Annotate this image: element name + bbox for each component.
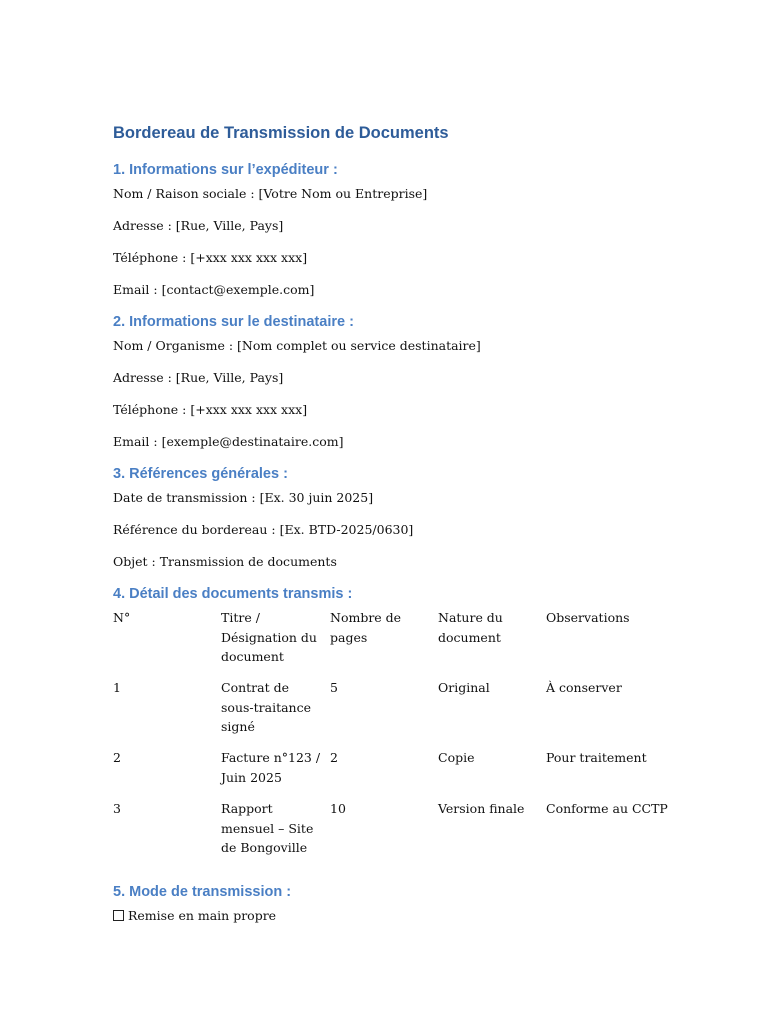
table-cell-pages: 2 xyxy=(330,750,338,765)
section-heading-documents: 4. Détail des documents transmis : xyxy=(113,586,353,602)
reference-objet-line: Objet : Transmission de documents xyxy=(113,554,337,569)
table-cell-observations: À conserver xyxy=(546,680,622,695)
table-cell-nature: Original xyxy=(438,680,490,695)
expediteur-address-line: Adresse : [Rue, Ville, Pays] xyxy=(113,218,284,233)
table-cell-number: 2 xyxy=(113,750,121,765)
table-cell-title: Facture n°123 / Juin 2025 xyxy=(221,750,321,785)
table-cell-nature: Copie xyxy=(438,750,475,765)
section-heading-destinataire: 2. Informations sur le destinataire : xyxy=(113,314,354,330)
destinataire-address-line: Adresse : [Rue, Ville, Pays] xyxy=(113,370,284,385)
table-cell-title: Contrat de sous-traitance signé xyxy=(221,680,312,734)
table-cell-nature: Version finale xyxy=(438,801,525,816)
document-title: Bordereau de Transmission de Documents xyxy=(113,124,449,142)
destinataire-phone-line: Téléphone : [+xxx xxx xxx xxx] xyxy=(113,402,308,417)
expediteur-email-line: Email : [contact@exemple.com] xyxy=(113,282,315,297)
table-cell-pages: 10 xyxy=(330,801,346,816)
reference-bordereau-line: Référence du bordereau : [Ex. BTD-2025/0630] xyxy=(113,522,414,537)
mode-option-label: Remise en main propre xyxy=(128,908,277,923)
destinataire-name-line: Nom / Organisme : [Nom complet ou service destinataire] xyxy=(113,338,481,353)
column-header-observations: Observations xyxy=(546,610,630,625)
column-header-number: N° xyxy=(113,610,131,625)
section-heading-expediteur: 1. Informations sur l’expéditeur : xyxy=(113,162,338,178)
table-cell-title: Rapport mensuel – Site de Bongoville xyxy=(221,801,314,855)
section-heading-mode: 5. Mode de transmission : xyxy=(113,884,292,900)
table-cell-number: 1 xyxy=(113,680,121,695)
table-cell-observations: Conforme au CCTP xyxy=(546,801,668,816)
section-heading-references: 3. Références générales : xyxy=(113,466,288,482)
table-cell-observations: Pour traitement xyxy=(546,750,647,765)
table-cell-number: 3 xyxy=(113,801,121,816)
table-cell-pages: 5 xyxy=(330,680,338,695)
destinataire-email-line: Email : [exemple@destinataire.com] xyxy=(113,434,344,449)
reference-date-line: Date de transmission : [Ex. 30 juin 2025] xyxy=(113,490,374,505)
column-header-pages: Nombre de pages xyxy=(330,610,402,645)
column-header-title: Titre / Désignation du document xyxy=(221,610,317,664)
expediteur-name-line: Nom / Raison sociale : [Votre Nom ou Entreprise] xyxy=(113,186,428,201)
checkbox-icon[interactable] xyxy=(113,910,124,921)
column-header-nature: Nature du document xyxy=(438,610,503,645)
expediteur-phone-line: Téléphone : [+xxx xxx xxx xxx] xyxy=(113,250,308,265)
mode-option-main-propre[interactable] xyxy=(113,907,276,924)
